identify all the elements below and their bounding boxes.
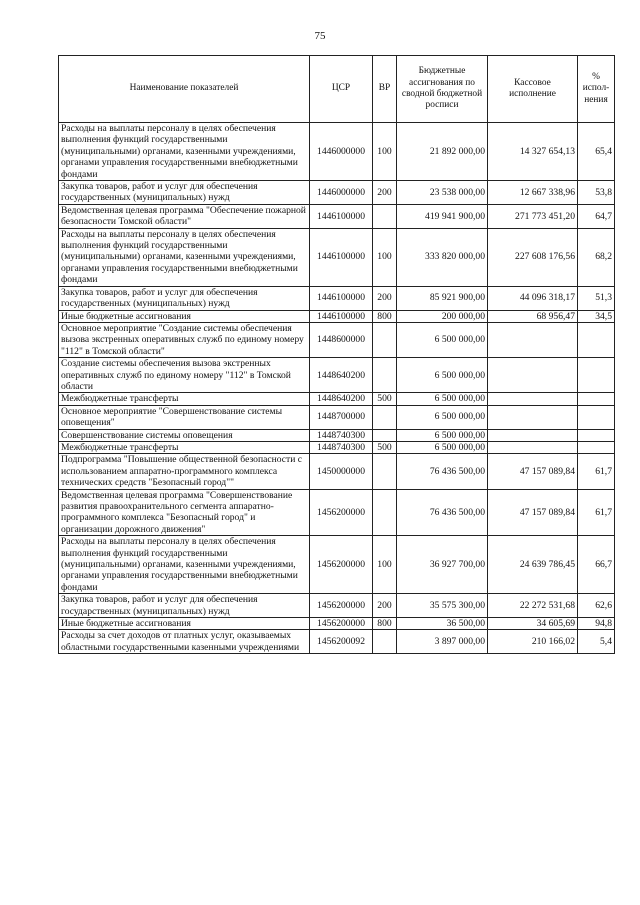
row-vr: 200	[373, 181, 397, 205]
table-row	[59, 181, 615, 205]
row-name: Расходы на выплаты персоналу в целях обеспечения выполнения функций государственными (муниципальными) органами, казенными учреждениями, органами управления государственными внебюджетными фондами	[59, 228, 310, 286]
table-row	[59, 441, 615, 453]
table-row	[59, 489, 615, 536]
row-csr: 1446100000	[310, 286, 373, 310]
row-name: Расходы на выплаты персоналу в целях обеспечения выполнения функций государственными (муниципальными) органами, казенными учреждениями, органами управления государственными внебюджетными фондами	[59, 536, 310, 594]
row-csr: 1448640200	[310, 358, 373, 393]
row-vr	[373, 204, 397, 228]
row-vr: 500	[373, 441, 397, 453]
row-name: Закупка товаров, работ и услуг для обеспечения государственных (муниципальных) нужд	[59, 181, 310, 205]
row-budget: 35 575 300,00	[397, 594, 488, 618]
row-name: Подпрограмма "Повышение общественной безопасности с использованием аппаратно-программного комплекса технических средств "Безопасный город""	[59, 454, 310, 489]
row-percent	[578, 322, 615, 357]
row-vr	[373, 630, 397, 654]
row-vr: 100	[373, 228, 397, 286]
row-cash	[488, 441, 578, 453]
row-budget: 200 000,00	[397, 310, 488, 322]
row-budget: 6 500 000,00	[397, 429, 488, 441]
row-cash	[488, 405, 578, 429]
table-body	[59, 123, 615, 654]
row-name: Межбюджетные трансферты	[59, 441, 310, 453]
row-vr: 500	[373, 393, 397, 405]
row-vr	[373, 322, 397, 357]
row-cash: 47 157 089,84	[488, 454, 578, 489]
row-name: Расходы на выплаты персоналу в целях обеспечения выполнения функций государственными (муниципальными) органами, казенными учреждениями, органами управления государственными внебюджетными фондами	[59, 123, 310, 181]
row-csr: 1446100000	[310, 310, 373, 322]
row-percent: 68,2	[578, 228, 615, 286]
header-budget: Бюджетные ассигнования по сводной бюджетной росписи	[397, 56, 488, 123]
row-name: Иные бюджетные ассигнования	[59, 618, 310, 630]
row-percent: 34,5	[578, 310, 615, 322]
table-header-row	[59, 56, 615, 123]
row-name: Иные бюджетные ассигнования	[59, 310, 310, 322]
row-cash: 22 272 531,68	[488, 594, 578, 618]
row-vr	[373, 429, 397, 441]
row-name: Основное мероприятие "Создание системы обеспечения вызова экстренных оперативных служб по единому номеру "112" в Томской области"	[59, 322, 310, 357]
row-vr: 800	[373, 618, 397, 630]
row-cash: 44 096 318,17	[488, 286, 578, 310]
row-percent: 65,4	[578, 123, 615, 181]
row-percent: 62,6	[578, 594, 615, 618]
row-vr: 200	[373, 594, 397, 618]
budget-execution-table	[58, 55, 615, 654]
row-percent: 61,7	[578, 454, 615, 489]
header-csr: ЦСР	[310, 56, 373, 123]
row-percent: 53,8	[578, 181, 615, 205]
row-budget: 6 500 000,00	[397, 405, 488, 429]
row-vr	[373, 358, 397, 393]
table-row	[59, 536, 615, 594]
row-vr: 100	[373, 536, 397, 594]
row-cash: 271 773 451,20	[488, 204, 578, 228]
row-csr: 1456200092	[310, 630, 373, 654]
row-csr: 1448600000	[310, 322, 373, 357]
row-percent	[578, 405, 615, 429]
row-percent: 51,3	[578, 286, 615, 310]
row-vr: 100	[373, 123, 397, 181]
row-vr: 800	[373, 310, 397, 322]
row-percent	[578, 358, 615, 393]
table-row	[59, 405, 615, 429]
header-name: Наименование показателей	[59, 56, 310, 123]
row-budget: 6 500 000,00	[397, 358, 488, 393]
row-name: Основное мероприятие "Совершенствование системы оповещения"	[59, 405, 310, 429]
table-row	[59, 618, 615, 630]
row-csr: 1446000000	[310, 181, 373, 205]
table-row	[59, 630, 615, 654]
row-name: Создание системы обеспечения вызова экстренных оперативных служб по единому номеру "112" в Томской области	[59, 358, 310, 393]
row-name: Закупка товаров, работ и услуг для обеспечения государственных (муниципальных) нужд	[59, 594, 310, 618]
row-cash: 14 327 654,13	[488, 123, 578, 181]
row-percent	[578, 441, 615, 453]
row-cash	[488, 429, 578, 441]
row-cash	[488, 322, 578, 357]
row-percent: 5,4	[578, 630, 615, 654]
row-csr: 1446100000	[310, 204, 373, 228]
row-cash: 24 639 786,45	[488, 536, 578, 594]
row-csr: 1446100000	[310, 228, 373, 286]
row-budget: 6 500 000,00	[397, 322, 488, 357]
table-row	[59, 123, 615, 181]
row-budget: 333 820 000,00	[397, 228, 488, 286]
row-csr: 1450000000	[310, 454, 373, 489]
row-cash: 12 667 338,96	[488, 181, 578, 205]
row-csr: 1448740300	[310, 441, 373, 453]
row-name: Межбюджетные трансферты	[59, 393, 310, 405]
row-percent: 64,7	[578, 204, 615, 228]
row-cash	[488, 358, 578, 393]
table-row	[59, 310, 615, 322]
row-budget: 23 538 000,00	[397, 181, 488, 205]
row-percent: 94,8	[578, 618, 615, 630]
header-vr: ВР	[373, 56, 397, 123]
row-csr: 1456200000	[310, 536, 373, 594]
row-budget: 21 892 000,00	[397, 123, 488, 181]
row-csr: 1448740300	[310, 429, 373, 441]
table-row	[59, 358, 615, 393]
row-budget: 6 500 000,00	[397, 393, 488, 405]
row-name: Совершенствование системы оповещения	[59, 429, 310, 441]
row-budget: 3 897 000,00	[397, 630, 488, 654]
row-cash	[488, 393, 578, 405]
row-csr: 1448640200	[310, 393, 373, 405]
row-cash: 227 608 176,56	[488, 228, 578, 286]
table-row	[59, 286, 615, 310]
row-percent	[578, 429, 615, 441]
row-percent: 66,7	[578, 536, 615, 594]
table-row	[59, 454, 615, 489]
row-name: Расходы за счет доходов от платных услуг, оказываемых областными государственными казенными учреждениями	[59, 630, 310, 654]
row-csr: 1448700000	[310, 405, 373, 429]
row-percent: 61,7	[578, 489, 615, 536]
row-name: Ведомственная целевая программа "Совершенствование развития правоохранительного сегмента аппаратно-программного комплекса "Безопасный город" и организации дорожного движения"	[59, 489, 310, 536]
row-csr: 1456200000	[310, 618, 373, 630]
row-budget: 36 500,00	[397, 618, 488, 630]
row-budget: 85 921 900,00	[397, 286, 488, 310]
table-row	[59, 228, 615, 286]
header-cash: Кассовое исполнение	[488, 56, 578, 123]
row-vr: 200	[373, 286, 397, 310]
row-cash: 34 605,69	[488, 618, 578, 630]
row-budget: 419 941 900,00	[397, 204, 488, 228]
table-row	[59, 393, 615, 405]
header-percent: % испол-нения	[578, 56, 615, 123]
table-row	[59, 594, 615, 618]
row-budget: 6 500 000,00	[397, 441, 488, 453]
page-number: 75	[314, 30, 326, 42]
row-vr	[373, 405, 397, 429]
row-budget: 36 927 700,00	[397, 536, 488, 594]
row-csr: 1456200000	[310, 594, 373, 618]
table-row	[59, 204, 615, 228]
table-row	[59, 322, 615, 357]
row-name: Ведомственная целевая программа "Обеспечение пожарной безопасности Томской области"	[59, 204, 310, 228]
table-row	[59, 429, 615, 441]
row-csr: 1456200000	[310, 489, 373, 536]
row-csr: 1446000000	[310, 123, 373, 181]
row-budget: 76 436 500,00	[397, 489, 488, 536]
row-vr	[373, 489, 397, 536]
row-cash: 68 956,47	[488, 310, 578, 322]
row-cash: 47 157 089,84	[488, 489, 578, 536]
row-cash: 210 166,02	[488, 630, 578, 654]
row-name: Закупка товаров, работ и услуг для обеспечения государственных (муниципальных) нужд	[59, 286, 310, 310]
row-vr	[373, 454, 397, 489]
row-budget: 76 436 500,00	[397, 454, 488, 489]
row-percent	[578, 393, 615, 405]
